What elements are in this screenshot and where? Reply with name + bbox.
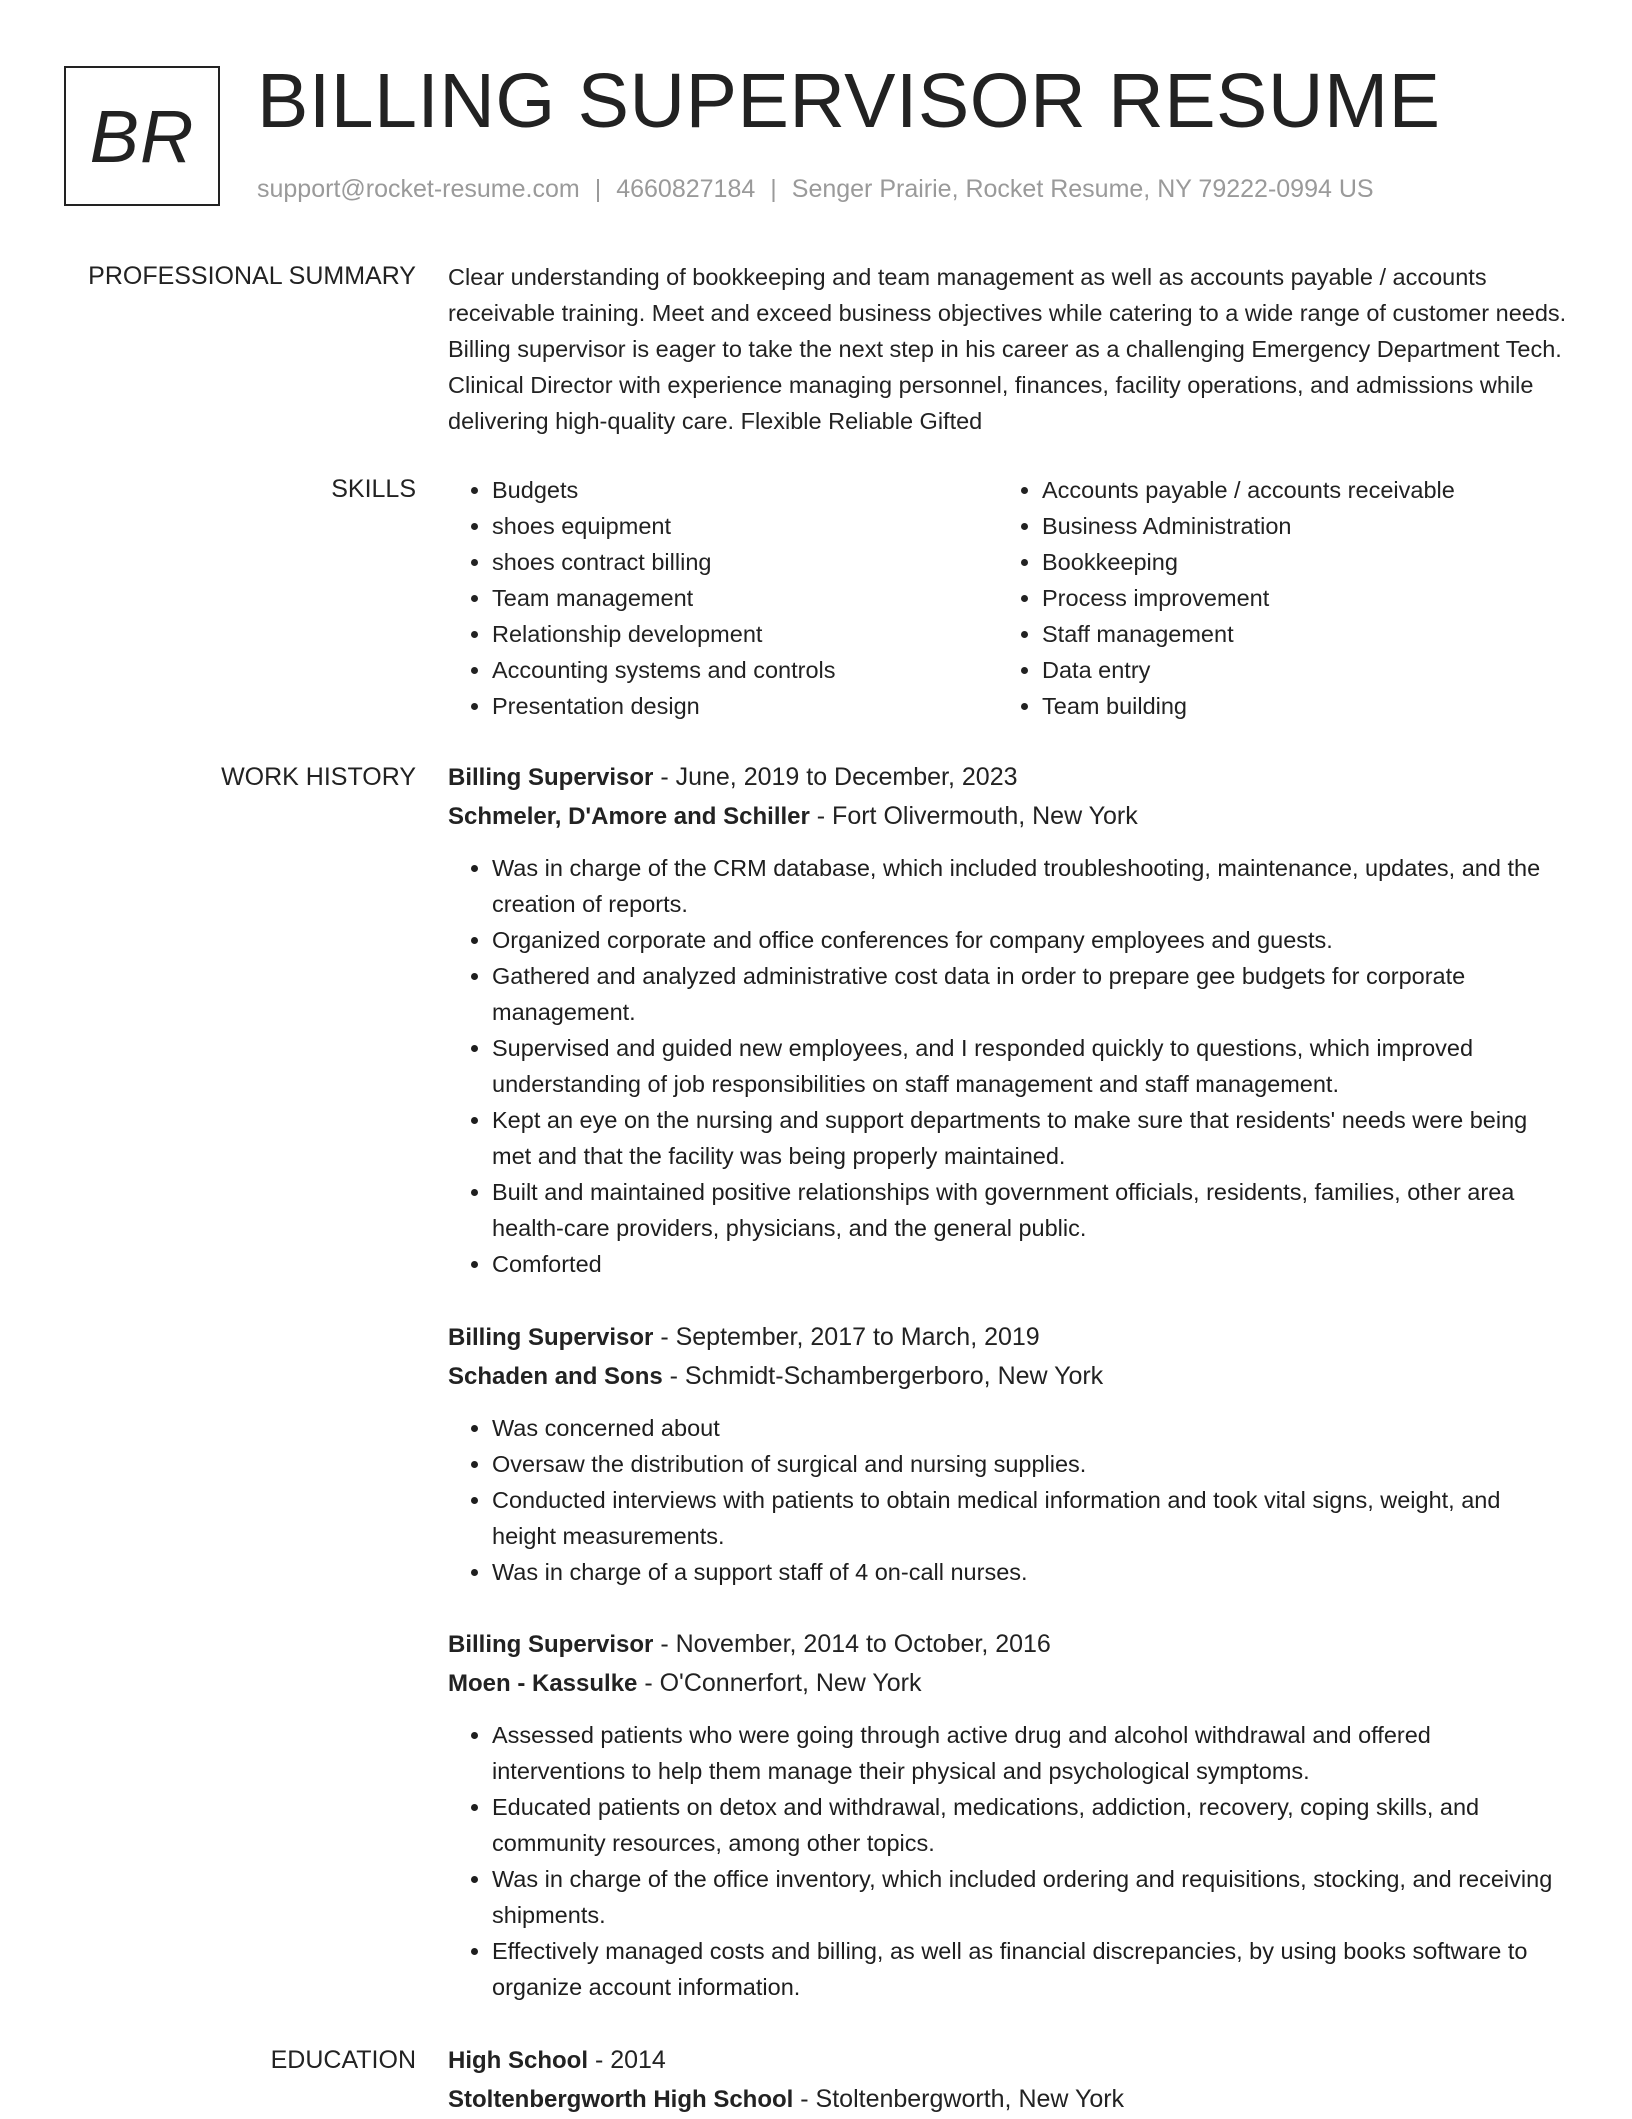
skill-item: • shoes contract billing	[492, 544, 998, 580]
education-year: - 2014	[588, 2046, 666, 2074]
job-title-line	[448, 1318, 1570, 1357]
skill-item: • Accounts payable / accounts receivable	[1042, 472, 1455, 508]
contact-address: Senger Prairie, Rocket Resume, NY 79222-0994 US	[791, 175, 1374, 203]
job-location: - Fort Olivermouth, New York	[809, 802, 1138, 830]
skill-item: • shoes equipment	[492, 508, 998, 544]
section-label-education: EDUCATION	[270, 2046, 416, 2074]
education-entry	[448, 2041, 1570, 2119]
contact-separator: |	[770, 175, 777, 203]
job-bullet: • Educated patients on detox and withdrawal, medications, addiction, recovery, coping skills, and community resources, among other topics.	[492, 1789, 1570, 1861]
job-title: Billing Supervisor	[448, 1324, 654, 1351]
section-label-skills: SKILLS	[331, 475, 416, 503]
job-title: Billing Supervisor	[448, 1631, 654, 1658]
education-location: - Stoltenbergworth, New York	[793, 2085, 1125, 2113]
education-degree-line	[448, 2041, 1570, 2080]
skill-item: • Staff management	[1042, 616, 1455, 652]
job-bullet: • Supervised and guided new employees, and I responded quickly to questions, which improved understanding of job responsibilities on staff management and staff management.	[492, 1030, 1570, 1102]
job-entry	[448, 758, 1570, 1282]
skill-item: • Business Administration	[1042, 508, 1455, 544]
job-company: Schaden and Sons	[448, 1363, 663, 1390]
job-bullet: • Assessed patients who were going through active drug and alcohol withdrawal and offered interventions to help them manage their physical and psychological symptoms.	[492, 1717, 1570, 1789]
job-bullet: • Conducted interviews with patients to obtain medical information and took vital signs, weight, and height measurements.	[492, 1482, 1570, 1554]
job-bullet: • Gathered and analyzed administrative cost data in order to prepare gee budgets for corporate management.	[492, 958, 1570, 1030]
job-bullet: • Was in charge of a support staff of 4 on-call nurses.	[492, 1554, 1570, 1590]
initials: BR	[89, 94, 195, 178]
job-bullets	[448, 850, 1570, 1282]
skills-column-1	[448, 472, 998, 724]
job-company-line	[448, 1357, 1570, 1396]
skill-item: • Relationship development	[492, 616, 998, 652]
skill-item: • Bookkeeping	[1042, 544, 1455, 580]
job-company: Schmeler, D'Amore and Schiller	[448, 803, 810, 830]
section-label-work-history: WORK HISTORY	[221, 763, 416, 791]
skills-list	[448, 472, 1570, 724]
job-dates: - June, 2019 to December, 2023	[653, 763, 1018, 791]
skill-item: • Team building	[1042, 688, 1455, 724]
job-location: - Schmidt-Schambergerboro, New York	[662, 1362, 1104, 1390]
job-entry	[448, 1625, 1570, 2005]
skills-column-2	[998, 472, 1455, 724]
skill-item: • Data entry	[1042, 652, 1455, 688]
skill-item: • Process improvement	[1042, 580, 1455, 616]
contact-phone: 4660827184	[616, 175, 756, 203]
job-bullet: • Built and maintained positive relationships with government officials, residents, families, other area health-care providers, physicians, and the general public.	[492, 1174, 1570, 1246]
skill-item: • Accounting systems and controls	[492, 652, 998, 688]
job-title: Billing Supervisor	[448, 764, 654, 791]
job-bullets	[448, 1410, 1570, 1590]
job-title-line	[448, 758, 1570, 797]
job-bullet: • Was in charge of the CRM database, which included troubleshooting, maintenance, updates, and the creation of reports.	[492, 850, 1570, 922]
job-company-line	[448, 797, 1570, 836]
job-bullet: • Organized corporate and office conferences for company employees and guests.	[492, 922, 1570, 958]
job-title-line	[448, 1625, 1570, 1664]
job-location: - O'Connerfort, New York	[637, 1669, 922, 1697]
education-school: Stoltenbergworth High School	[448, 2086, 794, 2113]
contact-email: support@rocket-resume.com	[257, 175, 580, 203]
job-bullet: • Oversaw the distribution of surgical and nursing supplies.	[492, 1446, 1570, 1482]
job-bullet: • Was in charge of the office inventory, which included ordering and requisitions, stocking, and receiving shipments.	[492, 1861, 1570, 1933]
resume-title: BILLING SUPERVISOR RESUME	[257, 58, 1441, 144]
section-label-summary: PROFESSIONAL SUMMARY	[88, 262, 416, 290]
contact-separator: |	[594, 175, 602, 203]
skill-item: • Presentation design	[492, 688, 998, 724]
job-company-line	[448, 1664, 1570, 1703]
job-entry	[448, 1318, 1570, 1590]
job-dates: - November, 2014 to October, 2016	[653, 1630, 1051, 1658]
skill-item: • Team management	[492, 580, 998, 616]
job-bullets	[448, 1717, 1570, 2005]
summary-text: Clear understanding of bookkeeping and team management as well as accounts payable / accounts receivable training. Meet and exceed business objectives while catering to a wide range of customer needs. Billing supervisor is eager to take the next step in his career as a challenging Emergency Department Tech. Clinical Director with experience managing personnel, finances, facility operations, and admissions while delivering high-quality care. Flexible Reliable Gifted	[448, 264, 1567, 434]
job-bullet: • Kept an eye on the nursing and support departments to make sure that residents' needs were being met and that the facility was being properly maintained.	[492, 1102, 1570, 1174]
job-company: Moen - Kassulke	[448, 1670, 638, 1697]
education-degree: High School	[448, 2047, 588, 2074]
skill-item: • Budgets	[492, 472, 998, 508]
monogram-logo	[64, 66, 220, 206]
education-school-line	[448, 2080, 1570, 2119]
job-bullet: • Effectively managed costs and billing, as well as financial discrepancies, by using books software to organize account information.	[492, 1933, 1570, 2005]
job-bullet: • Comforted	[492, 1246, 1570, 1282]
job-dates: - September, 2017 to March, 2019	[653, 1323, 1040, 1351]
job-bullet: • Was concerned about	[492, 1410, 1570, 1446]
contact-line	[257, 175, 1374, 204]
